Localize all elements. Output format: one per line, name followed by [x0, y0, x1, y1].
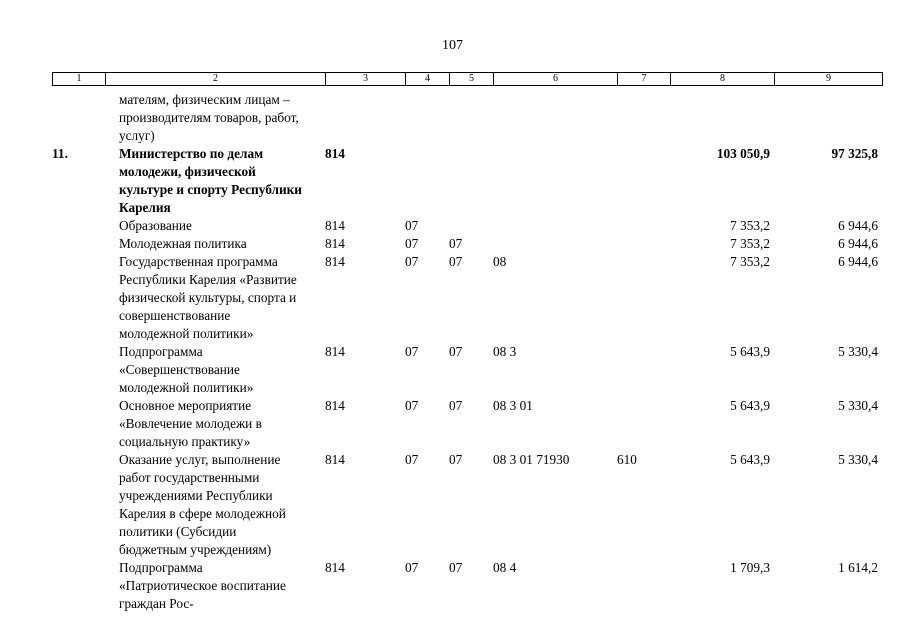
row-col7: [617, 397, 670, 451]
row-number: [52, 343, 105, 397]
column-header-5: 5: [450, 73, 494, 86]
row-col7: [617, 91, 670, 145]
row-col6: 08 3: [493, 344, 517, 359]
row-col6: 08 3 01: [493, 398, 533, 413]
row-name: Основное мероприятие «Вовлечение молодежи в социальную практику»: [119, 398, 262, 449]
row-col4: 07: [405, 398, 419, 413]
row-col3: 814: [325, 560, 345, 575]
column-header-row: [52, 72, 883, 86]
row-col7: [617, 559, 670, 613]
row-col9: [774, 91, 882, 145]
row-col8: 103 050,9: [716, 146, 770, 161]
column-header-2: 2: [106, 73, 326, 86]
column-header-9: 9: [775, 73, 883, 86]
table-row: [52, 235, 882, 253]
row-col5: 07: [449, 236, 463, 251]
row-col3: 814: [325, 146, 345, 161]
table-row: [52, 397, 882, 451]
row-col6: [493, 145, 617, 217]
row-name: Подпрограмма «Патриотическое воспитание граждан Рос-: [119, 560, 286, 611]
row-col3: 814: [325, 218, 345, 233]
row-col8: [670, 91, 774, 145]
row-col8: 7 353,2: [730, 236, 770, 251]
row-name: мателям, физическим лицам – производителям товаров, работ, услуг): [119, 92, 299, 143]
row-col3: [325, 91, 405, 145]
row-name: Молодежная политика: [119, 236, 247, 251]
column-header-6: 6: [494, 73, 618, 86]
row-name: Подпрограмма «Совершенствование молодежной политики»: [119, 344, 254, 395]
row-col8: 5 643,9: [730, 452, 770, 467]
row-col5: [449, 145, 493, 217]
row-col3: 814: [325, 344, 345, 359]
row-col7: 610: [617, 452, 637, 467]
row-name: Государственная программа Республики Карелия «Развитие физической культуры, спорта и совершенствование молодежной политики»: [119, 254, 297, 341]
row-col3: 814: [325, 398, 345, 413]
row-col5: [449, 91, 493, 145]
column-header-1: 1: [53, 73, 106, 86]
row-name: Министерство по делам молодежи, физической культуре и спорту Республики Карелия: [119, 146, 302, 215]
row-name: Образование: [119, 218, 192, 233]
row-col4: 07: [405, 254, 419, 269]
row-col5: 07: [449, 254, 463, 269]
row-col4: 07: [405, 218, 419, 233]
row-number: [52, 451, 105, 559]
table-row: [52, 343, 882, 397]
row-name: Оказание услуг, выполнение работ государственными учреждениями Республики Карелия в сфере молодежной политики (Субсидии бюджетным учреждениям): [119, 452, 286, 557]
column-header-7: 7: [618, 73, 671, 86]
row-col3: 814: [325, 236, 345, 251]
table-row: [52, 559, 882, 613]
row-col3: 814: [325, 254, 345, 269]
row-col4: 07: [405, 344, 419, 359]
budget-table: [52, 91, 882, 613]
column-header-4: 4: [406, 73, 450, 86]
page-number: 107: [442, 38, 463, 53]
table-row: [52, 217, 882, 235]
row-col5: 07: [449, 398, 463, 413]
column-header-3: 3: [326, 73, 406, 86]
row-col5: 07: [449, 560, 463, 575]
row-col9: 5 330,4: [838, 398, 878, 413]
row-col9: 97 325,8: [831, 146, 878, 161]
row-col9: 6 944,6: [838, 254, 878, 269]
row-col9: 6 944,6: [838, 218, 878, 233]
row-col4: 07: [405, 236, 419, 251]
table-row: [52, 91, 882, 145]
row-number: [52, 559, 105, 613]
row-col7: [617, 343, 670, 397]
row-number: 11.: [52, 146, 68, 161]
row-col3: 814: [325, 452, 345, 467]
row-col7: [617, 217, 670, 235]
row-col6: 08: [493, 254, 507, 269]
row-col9: 5 330,4: [838, 452, 878, 467]
row-col6: [493, 217, 617, 235]
row-col7: [617, 145, 670, 217]
row-col4: 07: [405, 452, 419, 467]
row-number: [52, 253, 105, 343]
row-col9: 1 614,2: [838, 560, 878, 575]
row-col8: 7 353,2: [730, 254, 770, 269]
row-col9: 6 944,6: [838, 236, 878, 251]
row-col7: [617, 253, 670, 343]
column-header-8: 8: [671, 73, 775, 86]
table-row: [52, 145, 882, 217]
row-col9: 5 330,4: [838, 344, 878, 359]
row-col4: 07: [405, 560, 419, 575]
row-col5: 07: [449, 344, 463, 359]
row-col5: [449, 217, 493, 235]
row-col8: 1 709,3: [730, 560, 770, 575]
row-number: [52, 397, 105, 451]
row-col7: [617, 235, 670, 253]
row-col6: [493, 91, 617, 145]
table-row: [52, 253, 882, 343]
row-col8: 7 353,2: [730, 218, 770, 233]
row-col4: [405, 91, 449, 145]
row-col6: [493, 235, 617, 253]
row-col6: 08 4: [493, 560, 517, 575]
row-col8: 5 643,9: [730, 398, 770, 413]
row-col6: 08 3 01 71930: [493, 452, 570, 467]
table-row: [52, 451, 882, 559]
row-number: [52, 217, 105, 235]
row-col5: 07: [449, 452, 463, 467]
row-number: [52, 91, 105, 145]
row-col8: 5 643,9: [730, 344, 770, 359]
row-col4: [405, 145, 449, 217]
row-number: [52, 235, 105, 253]
